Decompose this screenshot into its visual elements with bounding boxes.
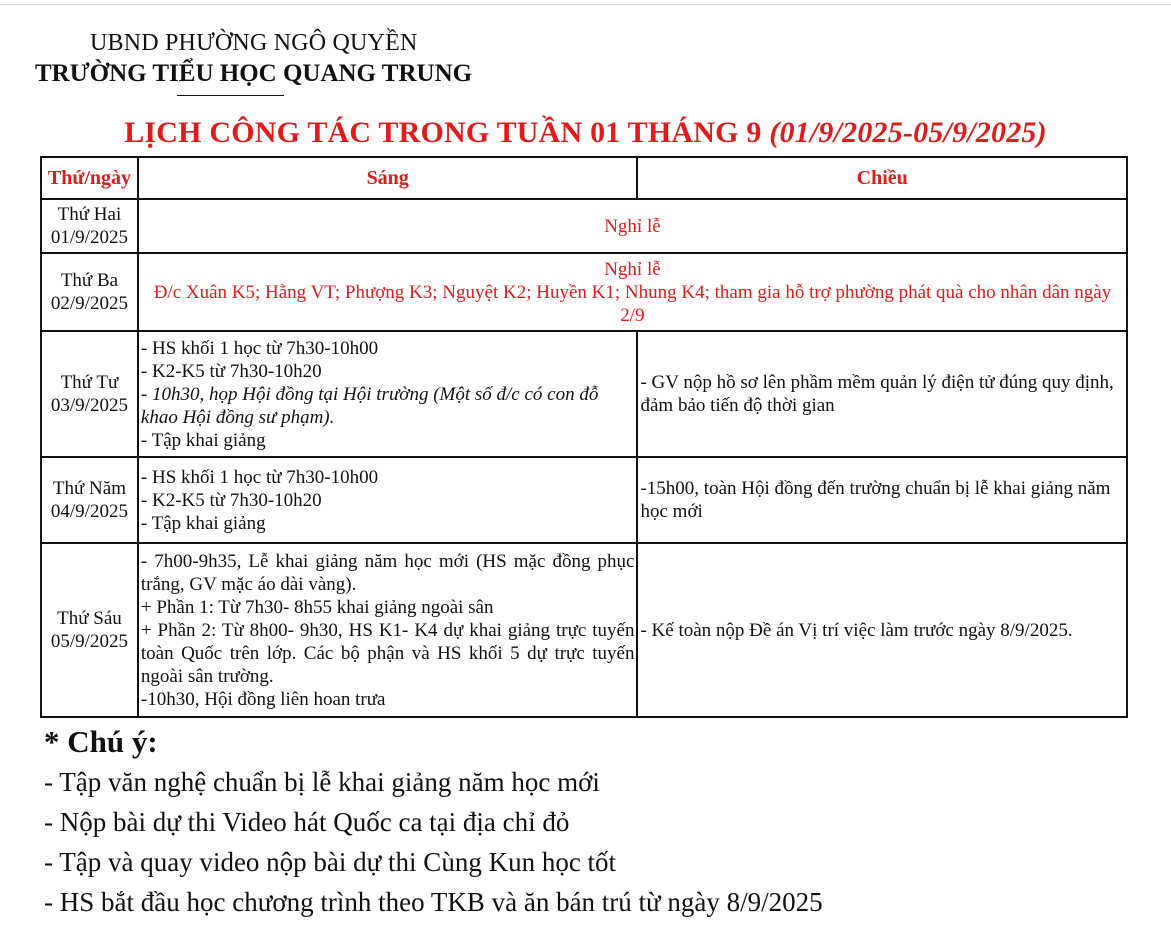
table-row	[41, 457, 1127, 543]
page-title	[0, 116, 1171, 150]
activity-line: + Phần 2: Từ 8h00- 9h30, HS K1- K4 dự khai giảng trực tuyến toàn Quốc trên lớp. Các bộ phận và HS khối 5 dự trực tuyến ngoài sân trường.	[140, 619, 635, 687]
title-main: LỊCH CÔNG TÁC TRONG TUẦN 01 THÁNG 9	[124, 116, 770, 149]
table-row	[41, 253, 1127, 331]
afternoon-cell	[637, 457, 1127, 543]
activity-line: - Tập khai giảng	[140, 512, 266, 534]
schedule-table	[40, 156, 1128, 718]
table-row	[41, 331, 1127, 457]
activity-line: -10h30, Hội đồng liên hoan trưa	[140, 688, 386, 710]
day-cell	[41, 457, 138, 543]
day-name: Thứ Sáu	[57, 608, 122, 629]
notes-section	[44, 722, 823, 922]
notes-heading: * Chú ý:	[44, 724, 158, 759]
activity-line: Đ/c Xuân K5; Hằng VT; Phượng K3; Nguyệt K2; Huyền K1; Nhung K4; tham gia hỗ trợ phường phát quà cho nhân dân ngày 2/9	[153, 281, 1112, 326]
day-cell	[41, 199, 138, 253]
activity-line: - K2-K5 từ 7h30-10h20	[140, 489, 322, 511]
day-cell	[41, 543, 138, 717]
table-row	[41, 543, 1127, 717]
merged-activity-cell	[138, 199, 1127, 253]
day-date: 03/9/2025	[50, 395, 128, 416]
activity-line: - 10h30, họp Hội đồng tại Hội trường (Một số đ/c có con đỗ khao Hội đồng sư phạm).	[140, 383, 599, 428]
note-item: - Tập và quay video nộp bài dự thi Cùng Kun học tốt	[44, 847, 617, 877]
activity-line: + Phần 1: Từ 7h30- 8h55 khai giảng ngoài sân	[140, 596, 494, 618]
day-name: Thứ Hai	[57, 204, 122, 225]
activity-line: - Kế toàn nộp Đề án Vị trí việc làm trước ngày 8/9/2025.	[640, 619, 1073, 641]
morning-cell	[138, 543, 638, 717]
morning-cell	[138, 331, 638, 457]
merged-activity-cell	[138, 253, 1127, 331]
header-morning: Sáng	[138, 157, 638, 199]
title-date-range: (01/9/2025-05/9/2025)	[769, 116, 1047, 149]
note-item: - Tập văn nghệ chuẩn bị lễ khai giảng năm học mới	[44, 767, 600, 797]
top-border-line	[0, 4, 1171, 5]
activity-line: - GV nộp hồ sơ lên phầm mềm quản lý điện tử đúng quy định, đảm bảo tiến độ thời gian	[640, 372, 1114, 416]
activity-line: - 7h00-9h35, Lễ khai giảng năm học mới (HS mặc đồng phục trắng, GV mặc áo dài vàng).	[140, 550, 635, 595]
school-name-underline	[177, 95, 284, 96]
day-cell	[41, 331, 138, 457]
day-date: 01/9/2025	[50, 227, 128, 248]
org-line-1: UBND PHƯỜNG NGÔ QUYỀN	[90, 30, 418, 56]
header-afternoon: Chiều	[637, 157, 1127, 199]
day-cell	[41, 253, 138, 331]
day-date: 02/9/2025	[50, 293, 128, 314]
morning-cell	[138, 457, 638, 543]
table-row	[41, 199, 1127, 253]
activity-line: - HS khối 1 học từ 7h30-10h00	[140, 337, 379, 359]
afternoon-cell	[637, 543, 1127, 717]
activity-line: - HS khối 1 học từ 7h30-10h00	[140, 466, 379, 488]
activity-line: - Tập khai giảng	[140, 429, 266, 451]
activity-line: - K2-K5 từ 7h30-10h20	[140, 360, 322, 382]
afternoon-cell	[637, 331, 1127, 457]
header-day: Thứ/ngày	[41, 157, 138, 199]
day-name: Thứ Năm	[52, 478, 126, 499]
day-name: Thứ Ba	[60, 270, 119, 291]
note-item: - HS bắt đầu học chương trình theo TKB và ăn bán trú từ ngày 8/9/2025	[44, 887, 823, 917]
table-header-row	[41, 157, 1127, 199]
activity-line: Nghỉ lễ	[604, 215, 661, 237]
note-item: - Nộp bài dự thi Video hát Quốc ca tại địa chỉ đỏ	[44, 807, 570, 837]
day-name: Thứ Tư	[60, 372, 119, 393]
day-date: 05/9/2025	[50, 631, 128, 652]
activity-line: -15h00, toàn Hội đồng đến trường chuẩn bị lễ khai giảng năm học mới	[640, 478, 1111, 522]
activity-line: Nghỉ lễ	[604, 258, 661, 280]
school-name: TRƯỜNG TIỂU HỌC QUANG TRUNG	[35, 60, 473, 87]
day-date: 04/9/2025	[50, 501, 128, 522]
